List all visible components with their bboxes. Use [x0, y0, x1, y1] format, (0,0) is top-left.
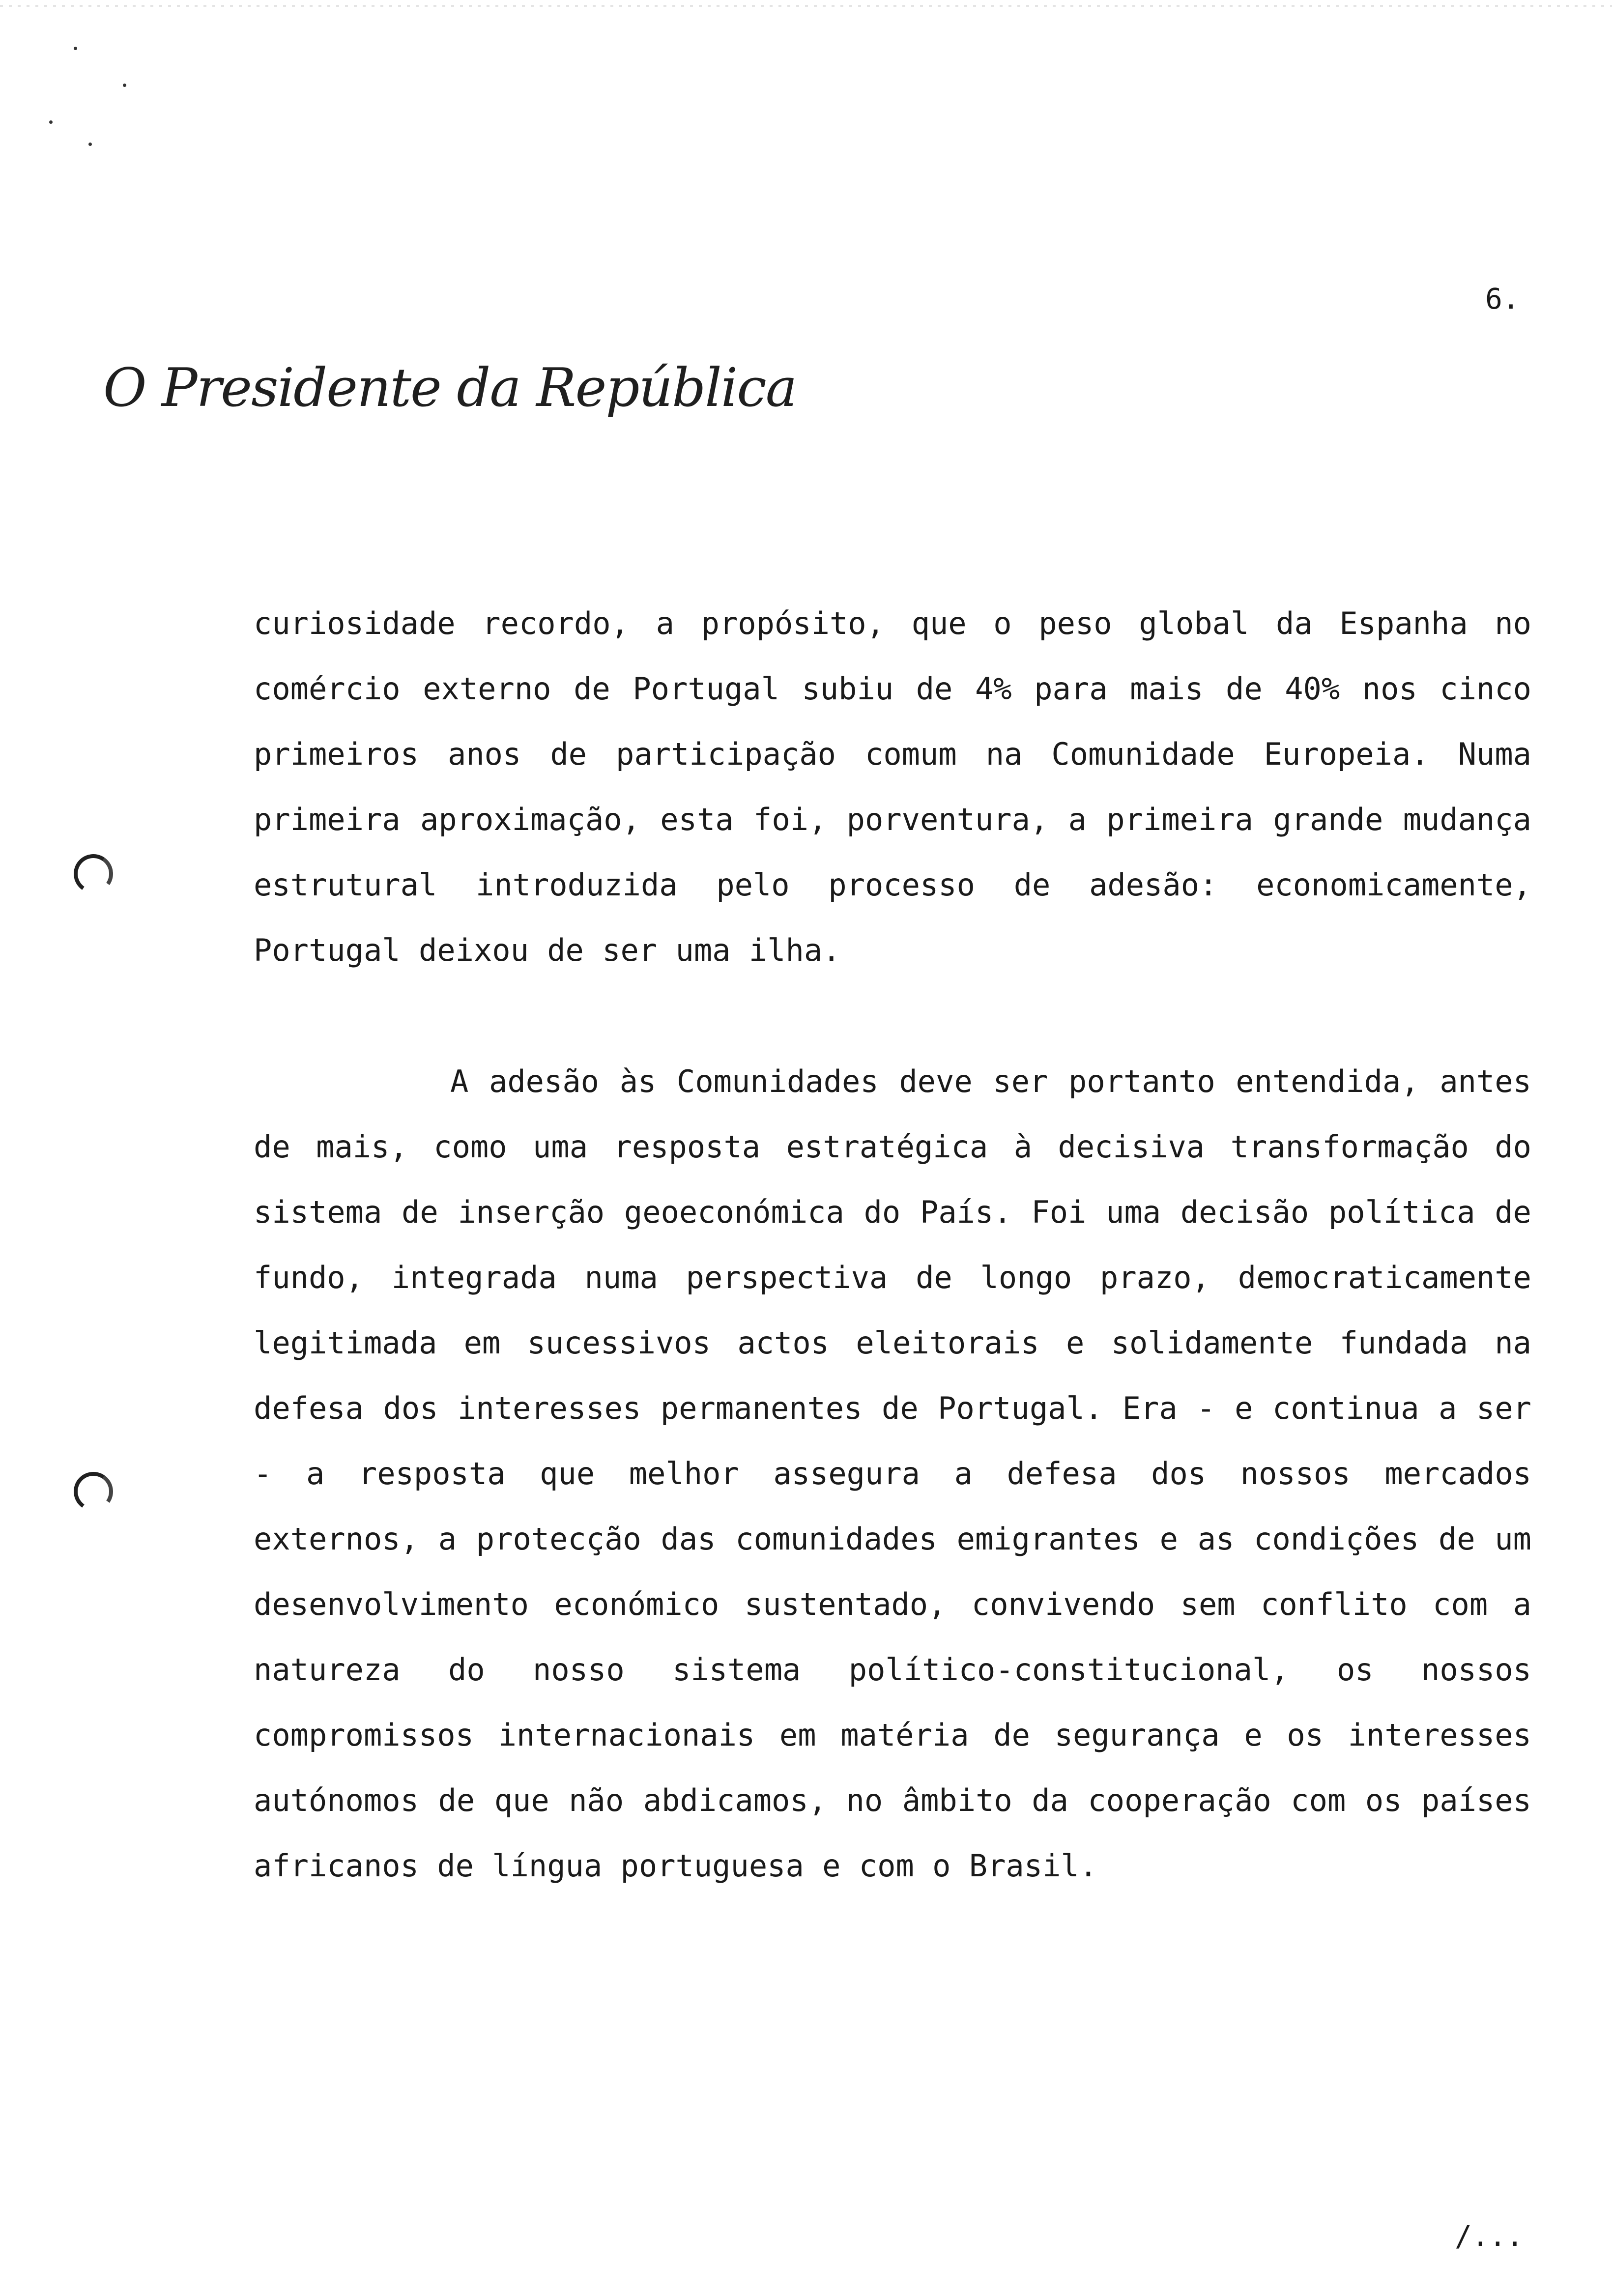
scan-speck [123, 84, 126, 87]
scan-speck [74, 47, 77, 50]
paragraph-1: curiosidade recordo, a propósito, que o peso global da Espanha no comércio externo de Portugal subiu de 4% para mais de 40% nos cinco primeiros anos de participação comum na Comunidade Europeia. Numa primeira aproximação, esta foi, porventura, a primeira grande mudança estrutural introduzida pelo processo de adesão: economicamente, Portugal deixou de ser uma ilha. [254, 605, 1531, 968]
scan-speck [88, 143, 92, 146]
punch-hole-mark [71, 1469, 116, 1515]
scan-speck [49, 120, 53, 124]
scan-edge-mark [0, 5, 1612, 7]
paragraph-2: A adesão às Comunidades deve ser portanto entendida, antes de mais, como uma resposta estratégica à decisiva transformação do sistema de inserção geoeconómica do País. Foi uma decisão política de fundo, integrada numa perspectiva de longo prazo, democraticamente legitimada em sucessivos actos eleitorais e solidamente fundada na defesa dos interesses permanentes de Portugal. Era - e continua a ser - a resposta que melhor assegura a defesa dos nossos mercados externos, a protecção das comunidades emigrantes e as condições de um desenvolvimento económico sustentado, convivendo sem conflito com a natureza do nosso sistema político-constitucional, os nossos compromissos internacionais em matéria de segurança e os interesses autónomos de que não abdicamos, no âmbito da cooperação com os países africanos de língua portuguesa e com o Brasil. [254, 1063, 1531, 1884]
page-number: 6. [1485, 282, 1520, 316]
continuation-mark: /... [1455, 2219, 1524, 2253]
letterhead: O Presidente da República [103, 357, 797, 419]
punch-hole-mark [71, 851, 116, 897]
